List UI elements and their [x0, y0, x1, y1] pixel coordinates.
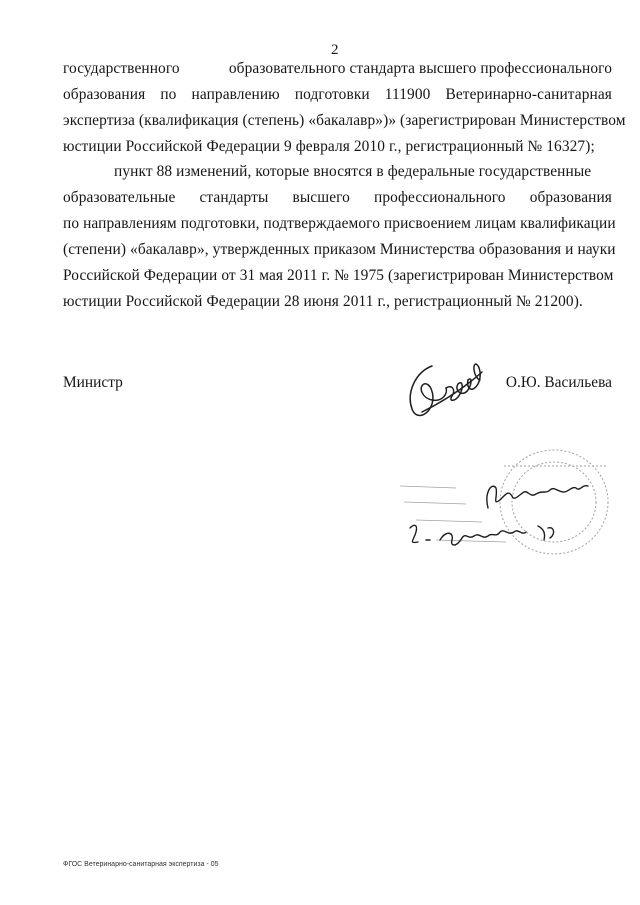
paragraph-line: образовательные стандарты высшего профессионального образования [63, 189, 612, 206]
paragraph-line: пункт 88 изменений, которые вносятся в федеральные государственные [114, 163, 592, 180]
handwritten-signature [402, 354, 488, 424]
page-number: 2 [331, 42, 339, 58]
paragraph-line: (степени) «бакалавр», утвержденных приказом Министерства образования и науки [63, 241, 616, 258]
paragraph-line: государственного образовательного стандарта высшего профессионального [63, 60, 612, 77]
paragraph-line: юстиции Российской Федерации 28 июня 2011 г., регистрационный № 21200). [63, 293, 583, 310]
paragraph-item-88 [63, 159, 616, 315]
paragraph-standard-reference [63, 56, 626, 160]
paragraph-line: образования по направлению подготовки 111900 Ветеринарно-санитарная [63, 86, 612, 103]
footer-label: ФГОС Ветеринарно-санитарная экспертиза - 05 [63, 861, 219, 868]
paragraph-line: юстиции Российской Федерации 9 февраля 2010 г., регистрационный № 16327); [63, 138, 595, 155]
signatory-name: О.Ю. Васильева [505, 374, 612, 391]
paragraph-line: экспертиза (квалификация (степень) «бакалавр»)» (зарегистрирован Министерством [63, 112, 626, 129]
paragraph-line: по направлениям подготовки, подтверждаемого присвоением лицам квалификации [63, 215, 616, 232]
paragraph-line: Российской Федерации от 31 мая 2011 г. № 1975 (зарегистрирован Министерством [63, 267, 614, 284]
signatory-title: Министр [63, 374, 123, 391]
stamp-with-handwriting [396, 436, 616, 576]
